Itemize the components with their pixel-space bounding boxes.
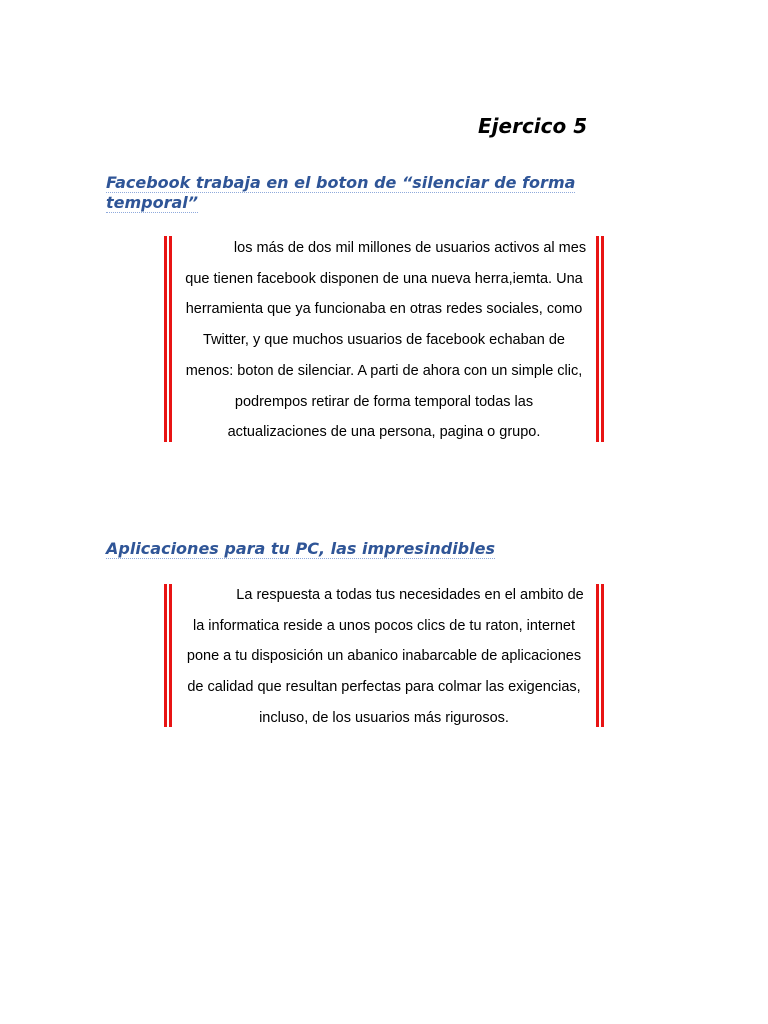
paragraph-line: herramienta que ya funcionaba en otras redes sociales, como — [185, 301, 583, 318]
page-title: Ejercico 5 — [478, 114, 588, 138]
heading-line: temporal” — [106, 193, 199, 212]
quote-box-aplicaciones — [164, 584, 604, 727]
heading-line: Aplicaciones para tu PC, las impresindibles — [106, 539, 495, 558]
paragraph-line: que tienen facebook disponen de una nueva herra,iemta. Una — [185, 270, 583, 287]
paragraph-line: de calidad que resultan perfectas para colmar las exigencias, — [187, 679, 581, 696]
section-heading-facebook — [106, 173, 606, 213]
paragraph-line: La respuesta a todas tus necesidades en el ambito de — [236, 587, 584, 603]
paragraph-line: los más de dos mil millones de usuarios activos al mes — [233, 240, 587, 256]
paragraph-line: actualizaciones de una persona, pagina o grupo. — [227, 424, 541, 441]
paragraph-line: pone a tu disposición un abanico inabarcable de aplicaciones — [186, 648, 582, 665]
section-paragraph — [164, 233, 604, 448]
heading-line: Facebook trabaja en el boton de “silenciar de forma — [106, 173, 576, 192]
section-paragraph — [164, 580, 604, 734]
paragraph-line: la informatica reside a unos pocos clics de tu raton, internet — [192, 617, 576, 634]
section-heading-aplicaciones — [106, 539, 606, 559]
paragraph-line: Twitter, y que muchos usuarios de facebook echaban de — [203, 332, 565, 349]
paragraph-line: menos: boton de silenciar. A parti de ahora con un simple clic, — [185, 362, 583, 379]
paragraph-line: podrempos retirar de forma temporal todas las — [234, 393, 534, 410]
quote-box-facebook — [164, 236, 604, 442]
paragraph-line: incluso, de los usuarios más rigurosos. — [259, 709, 509, 726]
